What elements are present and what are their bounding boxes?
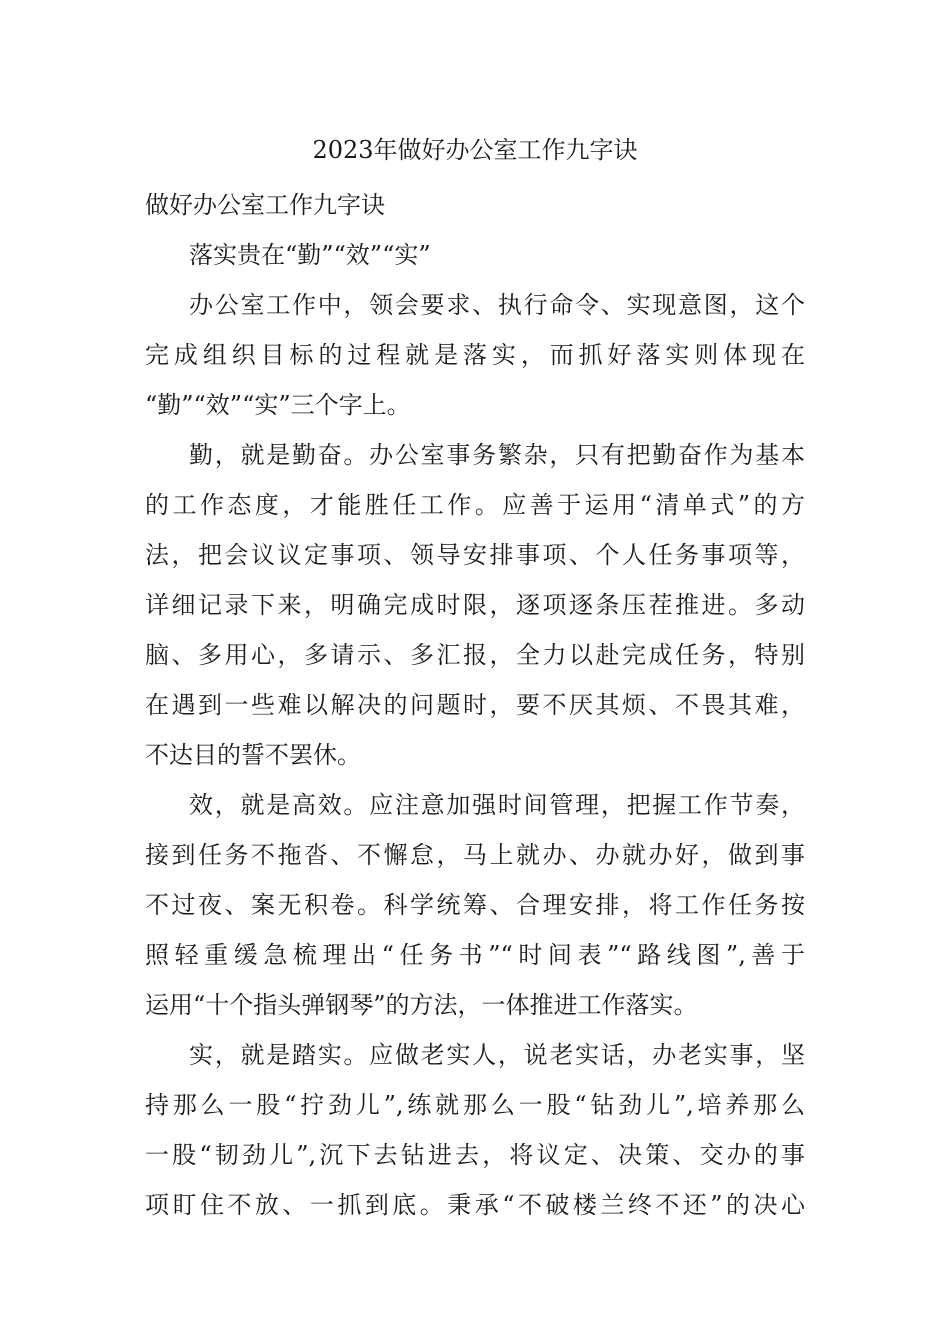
paragraph-line: 脑、多用心，多请示、多汇报，全力以赴完成任务，特别 (145, 641, 805, 669)
paragraph-line: 勤，就是勤奋。办公室事务繁杂，只有把勤奋作为基本 (189, 441, 805, 469)
paragraph-line: 在遇到一些难以解决的问题时，要不厌其烦、不畏其难， (145, 691, 805, 719)
paragraph-line: 不达目的誓不罢休。 (145, 741, 361, 769)
paragraph-line: 完成组织目标的过程就是落实，而抓好落实则体现在 (145, 341, 805, 369)
paragraph-line: 照轻重缓急梳理出“任务书”“时间表”“路线图”,善于 (145, 941, 805, 969)
paragraph-line: 实，就是踏实。应做老实人，说老实话，办老实事，坚 (189, 1041, 805, 1069)
paragraph-line: 办公室工作中，领会要求、执行命令、实现意图，这个 (189, 291, 805, 319)
paragraph-line: “勤”“效”“实”三个字上。 (145, 391, 411, 419)
document-body (145, 180, 805, 1230)
paragraph-line: 效，就是高效。应注意加强时间管理，把握工作节奏， (189, 791, 805, 819)
subtitle-line: 做好办公室工作九字诀 (145, 191, 385, 219)
paragraph-line: 运用“十个指头弹钢琴”的方法，一体推进工作落实。 (145, 991, 698, 1019)
paragraph-line: 不过夜、案无积卷。科学统筹、合理安排，将工作任务按 (145, 891, 805, 919)
paragraph-line: 法，把会议议定事项、领导安排事项、个人任务事项等， (145, 541, 805, 569)
paragraph-line: 接到任务不拖沓、不懈怠，马上就办、办就办好，做到事 (145, 841, 805, 869)
heading-line: 落实贵在“勤”“效”“实” (189, 241, 431, 269)
paragraph-line: 的工作态度，才能胜任工作。应善于运用“清单式”的方 (145, 491, 805, 519)
paragraph-line: 项盯住不放、一抓到底。秉承“不破楼兰终不还”的决心 (145, 1191, 805, 1219)
paragraph-line: 详细记录下来，明确完成时限，逐项逐条压茬推进。多动 (145, 591, 805, 619)
paragraph-line: 一股“韧劲儿”,沉下去钻进去，将议定、决策、交办的事 (145, 1141, 805, 1169)
document-title: 2023年做好办公室工作九字诀 (312, 136, 638, 164)
paragraph-line: 持那么一股“拧劲儿”,练就那么一股“钻劲儿”,培养那么 (145, 1091, 805, 1119)
